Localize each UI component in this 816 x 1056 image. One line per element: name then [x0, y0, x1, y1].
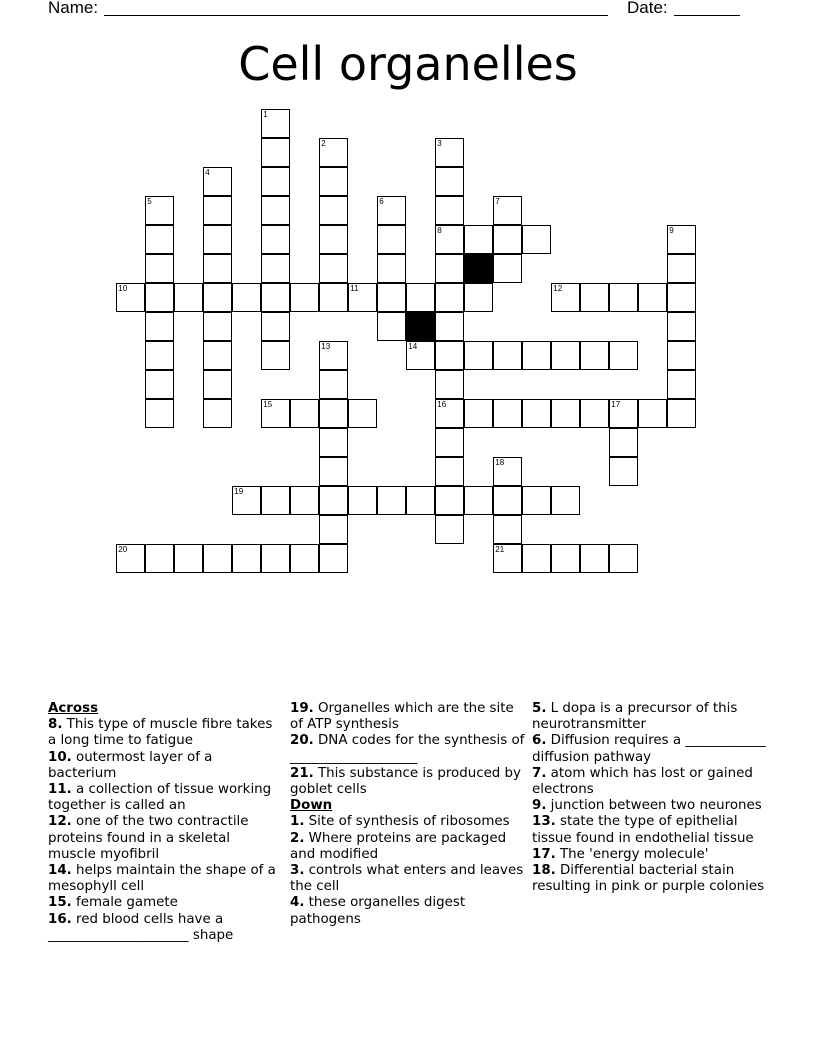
- grid-cell[interactable]: [667, 370, 696, 399]
- clue-item: 7. atom which has lost or gained electrons: [532, 765, 753, 798]
- clue-item: 12. one of the two contractile proteins found in a skeletal muscle myofibril: [48, 814, 249, 862]
- grid-cell[interactable]: [232, 544, 261, 573]
- grid-cell[interactable]: [261, 544, 290, 573]
- grid-cell[interactable]: [261, 283, 290, 312]
- grid-cell[interactable]: [435, 486, 464, 515]
- clue-item: 20. DNA codes for the synthesis of ___________________: [290, 733, 525, 765]
- clue-item: 8. This type of muscle fibre takes a long time to fatigue: [48, 717, 273, 749]
- grid-cell[interactable]: [319, 370, 348, 399]
- grid-cell[interactable]: [667, 341, 696, 370]
- clues-column-3: [532, 701, 768, 895]
- clue-number: 7: [495, 197, 500, 207]
- grid-cell[interactable]: [377, 225, 406, 254]
- grid-cell[interactable]: [377, 486, 406, 515]
- grid-cell[interactable]: [551, 399, 580, 428]
- grid-cell[interactable]: [261, 196, 290, 225]
- black-cell: [406, 312, 435, 341]
- clue-number: 4: [205, 168, 210, 178]
- grid-cell[interactable]: [319, 486, 348, 515]
- grid-cell[interactable]: [203, 544, 232, 573]
- grid-cell[interactable]: [435, 370, 464, 399]
- clue-item: 19. Organelles which are the site of ATP synthesis: [290, 701, 514, 733]
- grid-cell[interactable]: [319, 457, 348, 486]
- grid-cell[interactable]: [290, 544, 319, 573]
- clue-number: 1: [263, 110, 268, 120]
- clue-item: 4. these organelles digest pathogens: [290, 895, 466, 927]
- grid-cell[interactable]: [203, 254, 232, 283]
- grid-cell[interactable]: [580, 544, 609, 573]
- grid-cell[interactable]: [667, 283, 696, 312]
- clue-item: 10. outermost layer of a bacterium: [48, 749, 213, 781]
- clue-item: 16. red blood cells have a _____________________ shape: [48, 911, 234, 943]
- grid-cell[interactable]: [348, 486, 377, 515]
- clue-item: 13. state the type of epithelial tissue found in endothelial tissue: [532, 814, 754, 846]
- grid-cell[interactable]: [435, 341, 464, 370]
- grid-cell[interactable]: [464, 283, 493, 312]
- grid-cell[interactable]: [609, 399, 638, 428]
- clue-number: 5: [147, 197, 152, 207]
- grid-cell[interactable]: [203, 167, 232, 196]
- grid-cell[interactable]: [319, 399, 348, 428]
- grid-cell[interactable]: [319, 254, 348, 283]
- clue-number: 12: [553, 284, 563, 294]
- grid-cell[interactable]: [290, 399, 319, 428]
- clues-column-2: [290, 701, 530, 928]
- grid-cell[interactable]: [319, 196, 348, 225]
- grid-cell[interactable]: [261, 138, 290, 167]
- grid-cell[interactable]: [435, 428, 464, 457]
- clue-number: 19: [234, 487, 244, 497]
- grid-cell[interactable]: [493, 225, 522, 254]
- clue-number: 8: [437, 226, 442, 236]
- clue-item: 21. This substance is produced by goblet cells: [290, 765, 521, 798]
- grid-cell[interactable]: [435, 225, 464, 254]
- clue-number: 20: [118, 545, 128, 555]
- grid-cell[interactable]: [174, 283, 203, 312]
- black-cell: [464, 254, 493, 283]
- grid-cell[interactable]: [493, 196, 522, 225]
- clue-number: 3: [437, 139, 442, 149]
- grid-cell[interactable]: [464, 341, 493, 370]
- clue-item: 5. L dopa is a precursor of this neurotransmitter: [532, 701, 738, 733]
- grid-cell[interactable]: [261, 225, 290, 254]
- grid-cell[interactable]: [348, 283, 377, 312]
- grid-cell[interactable]: [609, 428, 638, 457]
- grid-cell[interactable]: [493, 341, 522, 370]
- grid-cell[interactable]: [116, 544, 145, 573]
- grid-cell[interactable]: [435, 167, 464, 196]
- grid-cell[interactable]: [203, 312, 232, 341]
- grid-cell[interactable]: [203, 341, 232, 370]
- clue-item: 3. controls what enters and leaves the cell: [290, 863, 524, 895]
- across-heading: Across: [48, 701, 99, 716]
- grid-cell[interactable]: [435, 399, 464, 428]
- grid-cell[interactable]: [203, 196, 232, 225]
- clues-column-1: [48, 701, 280, 944]
- grid-cell[interactable]: [174, 544, 203, 573]
- grid-cell[interactable]: [261, 167, 290, 196]
- grid-cell[interactable]: [290, 486, 319, 515]
- clue-number: 2: [321, 139, 326, 149]
- grid-cell[interactable]: [638, 283, 667, 312]
- grid-cell[interactable]: [261, 109, 290, 138]
- clue-item: 15. female gamete: [48, 895, 178, 911]
- grid-cell[interactable]: [435, 196, 464, 225]
- grid-cell[interactable]: [406, 283, 435, 312]
- grid-cell[interactable]: [667, 399, 696, 428]
- grid-cell[interactable]: [145, 196, 174, 225]
- grid-cell[interactable]: [116, 283, 145, 312]
- grid-cell[interactable]: [638, 399, 667, 428]
- grid-cell[interactable]: [464, 486, 493, 515]
- grid-cell[interactable]: [435, 312, 464, 341]
- grid-cell[interactable]: [377, 283, 406, 312]
- grid-cell[interactable]: [435, 138, 464, 167]
- grid-cell[interactable]: [145, 254, 174, 283]
- grid-cell[interactable]: [261, 486, 290, 515]
- grid-cell[interactable]: [609, 341, 638, 370]
- grid-cell[interactable]: [551, 486, 580, 515]
- date-label: Date:: [627, 0, 668, 17]
- grid-cell[interactable]: [145, 370, 174, 399]
- clue-number: 13: [321, 342, 331, 352]
- grid-cell[interactable]: [290, 283, 319, 312]
- grid-cell[interactable]: [522, 544, 551, 573]
- grid-cell[interactable]: [145, 312, 174, 341]
- grid-cell[interactable]: [464, 225, 493, 254]
- grid-cell[interactable]: [377, 312, 406, 341]
- grid-cell[interactable]: [319, 283, 348, 312]
- grid-cell[interactable]: [232, 283, 261, 312]
- grid-cell[interactable]: [145, 399, 174, 428]
- grid-cell[interactable]: [261, 312, 290, 341]
- grid-cell[interactable]: [435, 283, 464, 312]
- clue-number: 14: [408, 342, 418, 352]
- clue-number: 21: [495, 545, 505, 555]
- clue-number: 11: [350, 284, 359, 294]
- grid-cell[interactable]: [522, 399, 551, 428]
- clue-number: 16: [437, 400, 447, 410]
- clue-item: 14. helps maintain the shape of a mesophyll cell: [48, 863, 276, 895]
- grid-cell[interactable]: [406, 341, 435, 370]
- clue-item: 17. The 'energy molecule': [532, 846, 709, 862]
- grid-cell[interactable]: [493, 399, 522, 428]
- grid-cell[interactable]: [377, 254, 406, 283]
- page-title: Cell organelles: [238, 37, 578, 91]
- clue-item: 2. Where proteins are packaged and modified: [290, 830, 507, 862]
- grid-cell[interactable]: [145, 225, 174, 254]
- grid-cell[interactable]: [580, 341, 609, 370]
- grid-cell[interactable]: [609, 457, 638, 486]
- clue-number: 9: [669, 226, 674, 236]
- clue-number: 15: [263, 400, 273, 410]
- grid-cell[interactable]: [493, 457, 522, 486]
- clue-item: 1. Site of synthesis of ribosomes: [290, 814, 510, 830]
- grid-cell[interactable]: [522, 486, 551, 515]
- grid-cell[interactable]: [522, 225, 551, 254]
- grid-cell[interactable]: [435, 457, 464, 486]
- grid-cell[interactable]: [667, 225, 696, 254]
- grid-cell[interactable]: [551, 544, 580, 573]
- grid-cell[interactable]: [464, 399, 493, 428]
- grid-cell[interactable]: [319, 225, 348, 254]
- clue-number: 6: [379, 197, 384, 207]
- grid-cell[interactable]: [348, 399, 377, 428]
- grid-cell[interactable]: [261, 399, 290, 428]
- grid-cell[interactable]: [145, 283, 174, 312]
- grid-cell[interactable]: [551, 341, 580, 370]
- grid-cell[interactable]: [145, 544, 174, 573]
- down-heading: Down: [290, 798, 333, 814]
- clue-item: 9. junction between two neurones: [532, 798, 762, 814]
- grid-cell[interactable]: [203, 225, 232, 254]
- grid-cell[interactable]: [203, 399, 232, 428]
- grid-cell[interactable]: [667, 312, 696, 341]
- grid-cell[interactable]: [319, 544, 348, 573]
- grid-cell[interactable]: [667, 254, 696, 283]
- grid-cell[interactable]: [377, 196, 406, 225]
- clue-number: 18: [495, 458, 505, 468]
- grid-cell[interactable]: [319, 138, 348, 167]
- grid-cell[interactable]: [203, 283, 232, 312]
- grid-cell[interactable]: [145, 341, 174, 370]
- grid-cell[interactable]: [609, 544, 638, 573]
- grid-cell[interactable]: [493, 486, 522, 515]
- grid-cell[interactable]: [435, 515, 464, 544]
- grid-cell[interactable]: [319, 167, 348, 196]
- grid-cell[interactable]: [580, 399, 609, 428]
- grid-cell[interactable]: [406, 486, 435, 515]
- clue-number: 17: [611, 400, 621, 410]
- grid-cell[interactable]: [319, 428, 348, 457]
- grid-cell[interactable]: [319, 341, 348, 370]
- name-label: Name:: [48, 0, 99, 17]
- grid-cell[interactable]: [319, 515, 348, 544]
- grid-cell[interactable]: [493, 515, 522, 544]
- grid-cell[interactable]: [580, 283, 609, 312]
- clue-item: 18. Differential bacterial stain resulting in pink or purple colonies: [532, 863, 765, 895]
- grid-cell[interactable]: [261, 254, 290, 283]
- grid-cell[interactable]: [493, 544, 522, 573]
- grid-cell[interactable]: [609, 283, 638, 312]
- grid-cell[interactable]: [493, 254, 522, 283]
- grid-cell[interactable]: [261, 341, 290, 370]
- clue-item: 6. Diffusion requires a ____________ diffusion pathway: [532, 733, 766, 765]
- grid-cell[interactable]: [435, 254, 464, 283]
- grid-cell[interactable]: [203, 370, 232, 399]
- clue-number: 10: [118, 284, 128, 294]
- grid-cell[interactable]: [232, 486, 261, 515]
- grid-cell[interactable]: [551, 283, 580, 312]
- grid-cell[interactable]: [522, 341, 551, 370]
- clue-item: 11. a collection of tissue working together is called an: [48, 782, 272, 814]
